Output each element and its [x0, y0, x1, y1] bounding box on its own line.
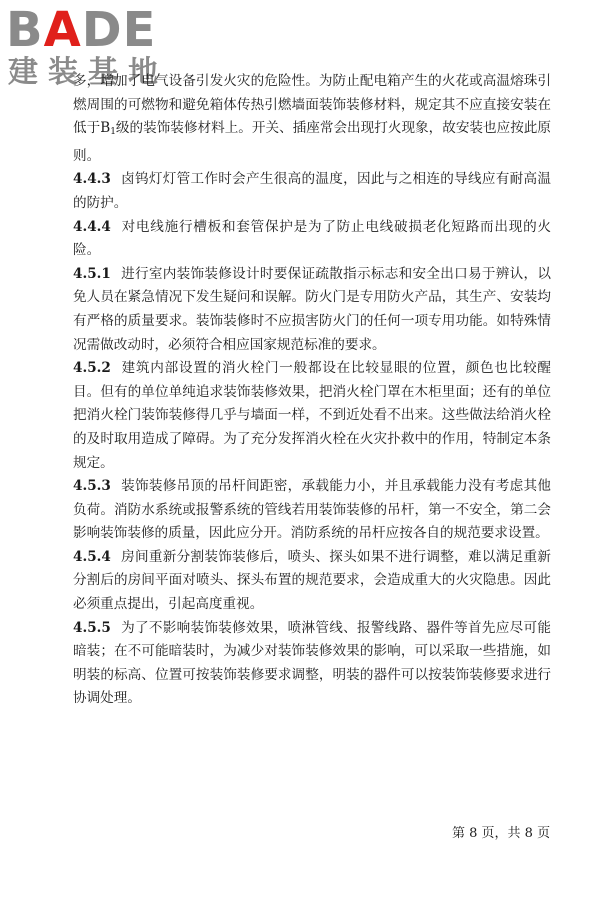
logo-letters-de: DE [81, 2, 157, 58]
clause-4-5-4 [73, 546, 551, 617]
document-body [73, 70, 551, 711]
clause-text: 对电线施行槽板和套管保护是为了防止电线破损老化短路而出现的火险。 [73, 218, 551, 259]
clause-4-5-2 [73, 357, 551, 475]
clause-text: 装饰装修吊顶的吊杆间距密，承载能力小，并且承载能力没有考虑其他负荷。消防水系统或报警系统的管线若用装饰装修的吊杆，第一不安全，第二会影响装饰装修的质量，因此应分开。消防系统的吊杆应按各自的规范要求设置。 [73, 478, 551, 542]
clause-4-5-1 [73, 263, 551, 357]
clause-text: 进行室内装饰装修设计时要保证疏散指示标志和安全出口易于辨认，以免人员在紧急情况下发生疑问和误解。防火门是专用防火产品，其生产、安装均有严格的质量要求。装饰装修时不应损害防火门的任何一项专用功能。如特殊情况需做改动时，必须符合相应国家规范标准的要求。 [73, 265, 551, 353]
clause-text: 建筑内部设置的消火栓门一般都设在比较显眼的位置，颜色也比较醒目。但有的单位单纯追求装饰装修效果，把消火栓门罩在木柜里面；还有的单位把消火栓门装饰装修得几乎与墙面一样，不到近处看不出来。这些做法给消火栓的及时取用造成了障碍。为了充分发挥消火栓在火灾扑救中的作用，特制定本条规定。 [73, 360, 551, 471]
clause-number: 4.5.2 [73, 360, 111, 377]
paragraph-continuation [73, 70, 551, 168]
logo-chinese: 建装基地 [8, 55, 168, 90]
clause-4-4-3 [73, 168, 551, 215]
subscript: 1 [110, 127, 116, 138]
clause-number: 4.5.3 [73, 478, 111, 495]
page-footer: 第 8 页，共 8 页 [452, 826, 551, 841]
clause-number: 4.5.1 [73, 265, 111, 282]
clause-4-4-4 [73, 216, 551, 263]
clause-4-5-5 [73, 617, 551, 711]
logo-letter-a: A [43, 2, 82, 58]
clause-text: 房间重新分割装饰装修后，喷头、探头如果不进行调整，难以满足重新分割后的房间平面对喷头、探头布置的规范要求，会造成重大的火灾隐患。因此必须重点提出，引起高度重视。 [73, 548, 551, 613]
clause-number: 4.4.4 [73, 218, 111, 235]
logo-latin [6, 4, 156, 56]
clause-text: 卤钨灯灯管工作时会产生很高的温度，因此与之相连的导线应有耐高温的防护。 [73, 171, 551, 211]
clause-number: 4.4.3 [73, 171, 111, 188]
paragraph-text: 多，增加了电气设备引发火灾的危险性。为防止配电箱产生的火花或高温熔珠引燃周围的可燃物和避免箱体传热引燃墙面装饰装修材料，规定其不应直接安装在低于B [73, 73, 551, 137]
clause-text: 为了不影响装饰装修效果，喷淋管线、报警线路、器件等首先应尽可能暗装；在不可能暗装时，为减少对装饰装修效果的影响，可以采取一些措施，如明装的标高、位置可按装饰装修要求调整，明装的器件可以按装饰装修要求进行协调处理。 [73, 619, 551, 707]
paragraph-text: 级的装饰装修材料上。开关、插座常会出现打火现象，故安装也应按此原则。 [73, 120, 551, 164]
logo-letter-b: B [6, 2, 44, 58]
clause-number: 4.5.5 [73, 619, 111, 636]
clause-4-5-3 [73, 475, 551, 546]
clause-number: 4.5.4 [73, 548, 111, 565]
